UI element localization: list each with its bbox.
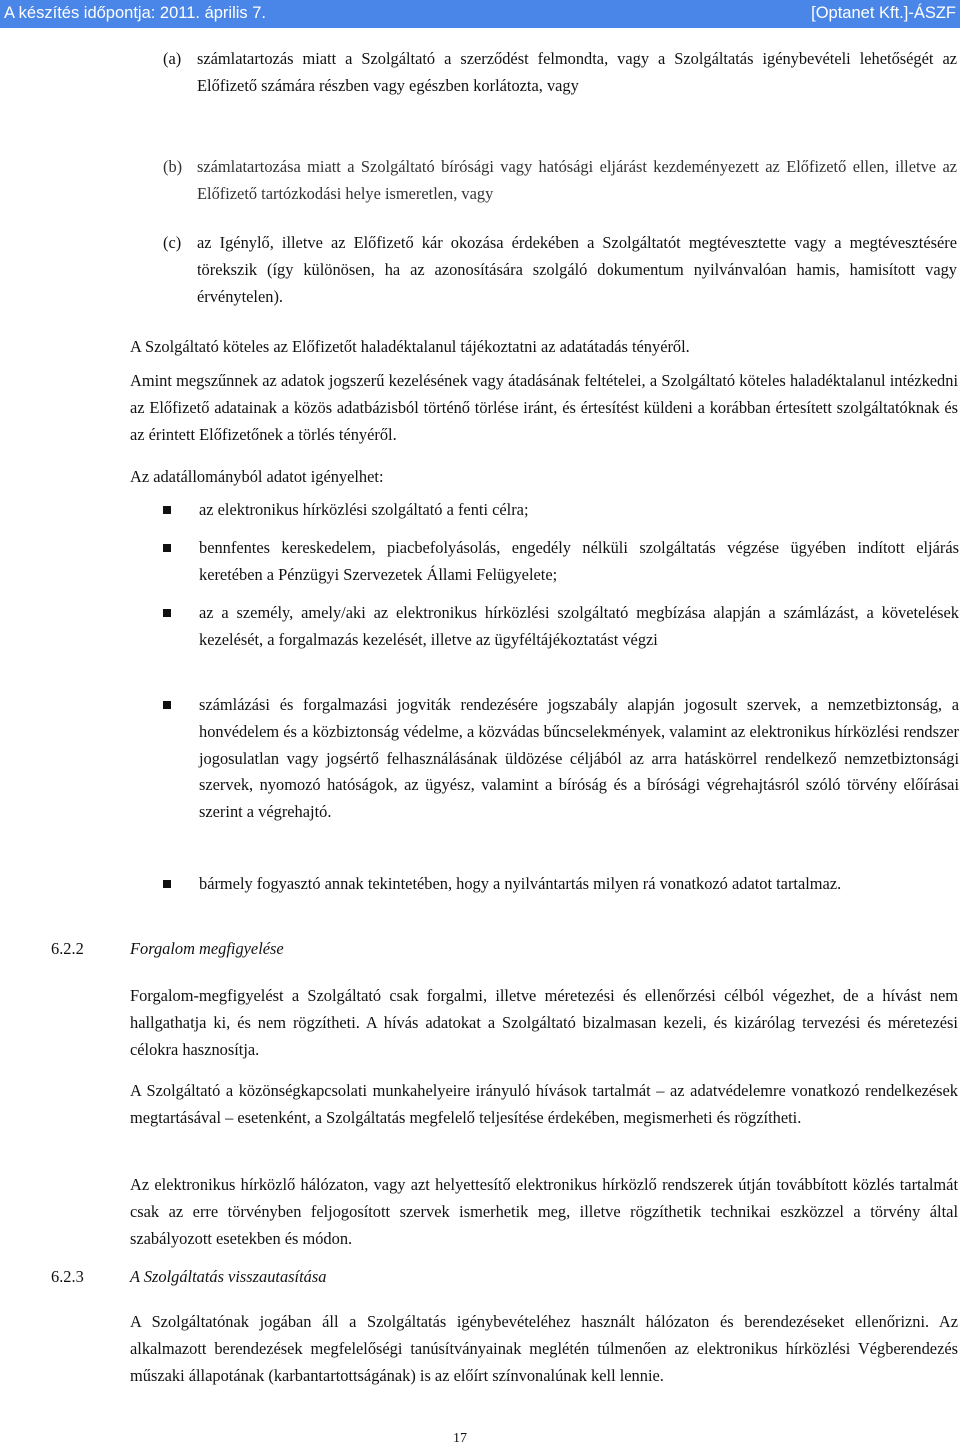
bullet-marker — [163, 506, 171, 514]
section-title: A Szolgáltatás visszautasítása — [130, 1267, 327, 1286]
requesters-intro: Az adatállományból adatot igényelhet: — [130, 467, 384, 486]
section-paragraph: A Szolgáltató a közönségkapcsolati munkahelyeire irányuló hívások tartalmát – az adatvédelemre vonatkozó rendelkezések megtartásával – esetenként, a Szolgáltatás megfelelő teljesítése érdekében, megismerheti és rögzítheti. — [130, 1081, 958, 1127]
notify-paragraph: A Szolgáltató köteles az Előfizetőt haladéktalanul tájékoztatni az adatátadás tényéről. — [130, 337, 690, 356]
section-paragraph: Forgalom-megfigyelést a Szolgáltató csak forgalmi, illetve méretezési és ellenőrzési célból végezhet, de a hívást nem hallgathatja ki, és nem rögzítheti. A hívás adatokat a Szolgáltató bizalmasan kezeli, és kizárólag tervezési és méretezési célokra hasznosítja. — [130, 986, 958, 1059]
section-paragraph: A Szolgáltatónak jogában áll a Szolgáltatás igénybevételéhez használt hálózaton és berendezéseket ellenőrizni. Az alkalmazott berendezések megfelelőségi tanúsítványainak meglétén túlmenően az elektronikus hírközlési Végberendezés műszaki állapotának (karbantartottságának) is az előírt színvonalúnak kell lennie. — [130, 1312, 958, 1385]
list-item-text — [197, 46, 957, 100]
list-item-text — [197, 230, 957, 310]
bullet-item: számlázási és forgalmazási jogviták rendezésére jogszabály alapján jogosult szervek, a nemzetbiztonság, a honvédelem és a közbiztonság védelme, a közvádas bűncselekmények, valamint az elektronikus hírközlési rendszer jogosulatlan vagy jogsértő felhasználásának üldözése céljából az arra hatáskörrel rendelkező nemzetbiztonsági szervek, nyomozó hatóságok, az ügyész, valamint a bíróság és a bírósági végrehajtásról szóló törvény előírásai szerint a végrehajtó. — [199, 695, 959, 822]
bullet-marker — [163, 609, 171, 617]
bullet-marker — [163, 880, 171, 888]
document-company: [Optanet Kft.]-ÁSZF — [811, 4, 956, 22]
list-item-label: (a) — [163, 49, 182, 68]
section-paragraph: Az elektronikus hírközlő hálózaton, vagy azt helyettesítő elektronikus hírközlő rendszerek útján továbbított közlés tartalmát csak az erre törvényben feljogosított szervek ismerhetik meg, illetve rögzíthetik technikai eszközzel a törvény által szabályozott esetekben és módon. — [130, 1175, 958, 1248]
section-number: 6.2.3 — [51, 1267, 84, 1286]
bullet-item: az a személy, amely/aki az elektronikus hírközlési szolgáltató megbízása alapján a számlázást, a követelések kezelését, a forgalmazás kezelését, illetve az ügyféltájékoztatást végzi — [199, 603, 959, 649]
bullet-item: bármely fogyasztó annak tekintetében, hogy a nyilvántartás milyen rá vonatkozó adatot tartalmaz. — [199, 874, 842, 893]
list-item-c-text: az Igénylő, illetve az Előfizető kár okozása érdekében a Szolgáltatót megtévesztette vagy a megtévesztésére törekszik (így különösen, ha az azonosítására szolgáló dokumentum nyilvánvalóan hamis, hamisított vagy érvénytelen). — [197, 233, 957, 306]
section-title: Forgalom megfigyelése — [130, 939, 284, 958]
bullet-item: az elektronikus hírközlési szolgáltató a fenti célra; — [199, 500, 529, 519]
page-number: 17 — [453, 1431, 467, 1446]
list-item-text — [197, 154, 957, 208]
list-item-b-text: számlatartozása miatt a Szolgáltató bírósági vagy hatósági eljárást kezdeményezett az Előfizető ellen, illetve az Előfizető tartózkodási helye ismeretlen, vagy — [197, 157, 957, 203]
document-date: A készítés időpontja: 2011. április 7. — [4, 4, 267, 22]
bullet-marker — [163, 544, 171, 552]
list-item-label: (c) — [163, 233, 182, 252]
delete-paragraph: Amint megszűnnek az adatok jogszerű kezelésének vagy átadásának feltételei, a Szolgáltató köteles haladéktalanul intézkedni az Előfizető adatainak a közös adatbázisból történő törlése iránt, és értesítést küldeni a korábban értesített szolgáltatóknak és az érintett Előfizetőnek a törlés tényéről. — [130, 371, 958, 444]
list-item-label: (b) — [163, 157, 183, 176]
bullet-item: bennfentes kereskedelem, piacbefolyásolás, engedély nélküli szolgáltatás végzése ügyében indított eljárás keretében a Pénzügyi Szervezetek Állami Felügyelete; — [199, 538, 959, 584]
bullet-marker — [163, 701, 171, 709]
section-number: 6.2.2 — [51, 939, 84, 958]
list-item-a-text: számlatartozás miatt a Szolgáltató a szerződést felmondta, vagy a Szolgáltatás igénybevételi lehetőségét az Előfizető számára részben vagy egészben korlátozta, vagy — [197, 49, 957, 95]
